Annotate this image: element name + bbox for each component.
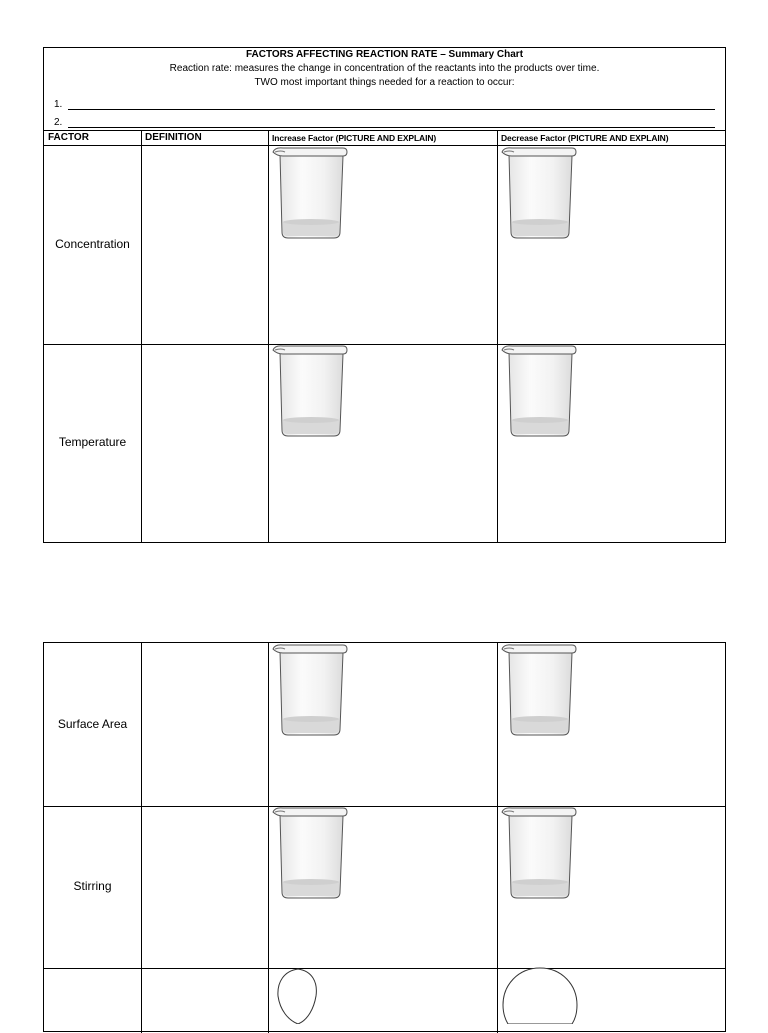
large-particle-icon — [500, 967, 580, 1024]
answer-blank-1[interactable] — [54, 99, 715, 111]
summary-chart-table-bottom — [43, 642, 726, 1032]
factor-label-temperature: Temperature — [58, 435, 127, 449]
column-divider — [141, 643, 142, 1033]
factor-label-stirring: Stirring — [73, 879, 112, 893]
column-header-factor: FACTOR — [48, 132, 89, 143]
row-divider — [44, 344, 726, 345]
small-particle-icon — [270, 968, 326, 1024]
column-header-definition: DEFINITION — [145, 132, 202, 143]
beaker-icon — [500, 146, 578, 242]
summary-chart-table-top — [43, 47, 726, 543]
factor-label-surface-area: Surface Area — [57, 717, 128, 731]
column-header-decrease: Decrease Factor (PICTURE AND EXPLAIN) — [501, 133, 669, 143]
answer-blank-2[interactable] — [54, 117, 715, 129]
answer-blank-1-rule — [68, 109, 715, 110]
column-header-row — [44, 130, 725, 146]
beaker-icon — [500, 806, 578, 902]
column-header-increase: Increase Factor (PICTURE AND EXPLAIN) — [272, 133, 437, 143]
reaction-rate-definition: Reaction rate: measures the change in concentration of the reactants into the products over time. — [169, 63, 600, 74]
answer-blank-1-label: 1. — [54, 99, 63, 110]
beaker-icon — [271, 146, 349, 242]
row-divider — [44, 968, 726, 969]
beaker-icon — [500, 344, 578, 440]
beaker-icon — [271, 344, 349, 440]
chart-title: FACTORS AFFECTING REACTION RATE – Summary Chart — [245, 49, 524, 60]
beaker-icon — [271, 643, 349, 739]
beaker-icon — [500, 643, 578, 739]
answer-blank-2-rule — [68, 127, 715, 128]
beaker-icon — [271, 806, 349, 902]
column-divider — [268, 643, 269, 1033]
chart-header — [44, 48, 725, 130]
column-divider — [497, 130, 498, 543]
column-divider — [497, 643, 498, 1033]
factor-label-concentration: Concentration — [55, 237, 130, 251]
column-divider — [268, 130, 269, 543]
answer-blank-2-label: 2. — [54, 117, 63, 128]
column-divider — [141, 130, 142, 543]
row-divider — [44, 806, 726, 807]
instruction-text: TWO most important things needed for a reaction to occur: — [254, 77, 515, 88]
